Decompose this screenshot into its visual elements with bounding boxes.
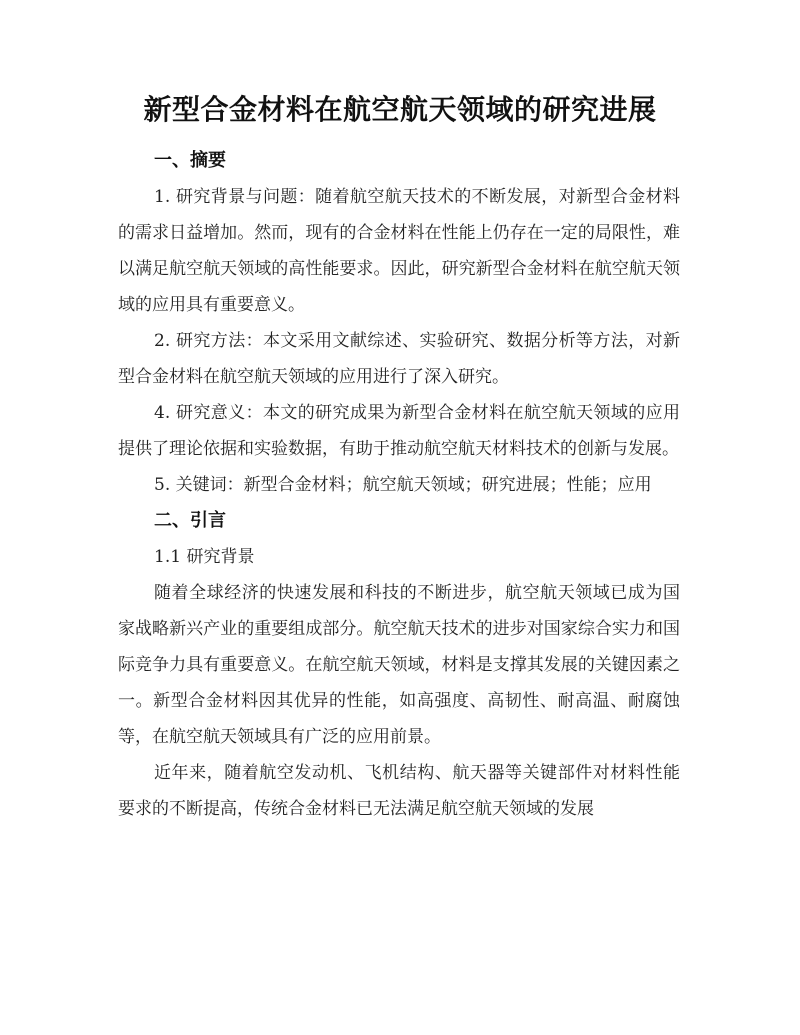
section-heading-introduction: 二、引言 [154,510,226,531]
subsection-heading-background: 1.1 研究背景 [154,547,255,567]
document-body [118,143,680,827]
abstract-item-keywords: 5. 关键词：新型合金材料；航空航天领域；研究进展；性能；应用 [154,475,652,495]
section-heading-abstract: 一、摘要 [154,150,226,171]
page-title: 新型合金材料在航空航天领域的研究进展 [143,93,657,126]
intro-paragraph: 随着全球经济的快速发展和科技的不断进步，航空航天领域已成为国家战略新兴产业的重要组成部分。航空航天技术的进步对国家综合实力和国际竞争力具有重要意义。在航空航天领域，材料是支撑其发展的关键因素之一。新型合金材料因其优异的性能，如高强度、高韧性、耐高温、耐腐蚀等，在航空航天领域具有广泛的应用前景。 [118,583,680,747]
abstract-item-background: 1. 研究背景与问题：随着航空航天技术的不断发展，对新型合金材料的需求日益增加。然而，现有的合金材料在性能上仍存在一定的局限性，难以满足航空航天领域的高性能要求。因此，研究新型合金材料在航空航天领域的应用具有重要意义。 [118,187,680,315]
intro-paragraph: 近年来，随着航空发动机、飞机结构、航天器等关键部件对材料性能要求的不断提高，传统合金材料已无法满足航空航天领域的发展 [118,763,680,819]
abstract-item-method: 2. 研究方法：本文采用文献综述、实验研究、数据分析等方法，对新型合金材料在航空航天领域的应用进行了深入研究。 [118,331,680,387]
abstract-item-significance: 4. 研究意义：本文的研究成果为新型合金材料在航空航天领域的应用提供了理论依据和实验数据，有助于推动航空航天材料技术的创新与发展。 [118,403,680,459]
